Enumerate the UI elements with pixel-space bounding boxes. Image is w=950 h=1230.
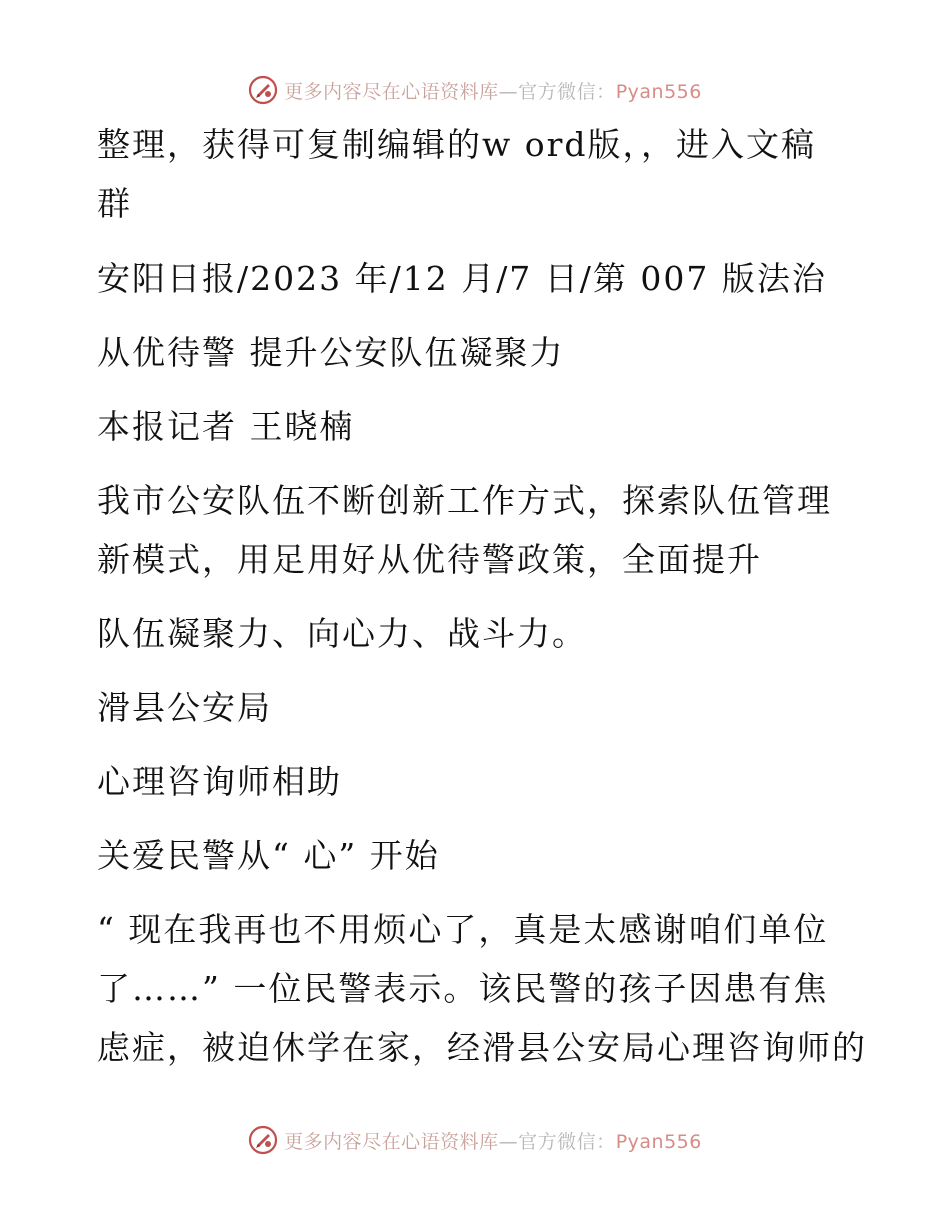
quill-seal-icon [248, 75, 278, 105]
doc-line: “ 现在我再也不用烦心了，真是太感谢咱们单位 [97, 910, 829, 949]
banner-wechat-id: Pyan556 [615, 1130, 702, 1153]
banner-text [284, 1127, 702, 1154]
doc-line: 心理咨询师相助 [97, 762, 342, 801]
banner-main-text: 更多内容尽在心语资料库 [284, 1130, 499, 1153]
doc-line: 新模式，用足用好从优待警政策，全面提升 [97, 540, 762, 579]
footer-banner [0, 1120, 950, 1160]
banner-main-text: 更多内容尽在心语资料库 [284, 80, 499, 103]
doc-line: 关爱民警从“ 心” 开始 [97, 836, 440, 875]
doc-line: 虑症，被迫休学在家，经滑县公安局心理咨询师的 [97, 1028, 867, 1067]
doc-line: 安阳日报/2023 年/12 月/7 日/第 007 版法治 [97, 259, 827, 298]
doc-line: 了……” 一位民警表示。该民警的孩子因患有焦 [97, 969, 829, 1008]
banner-wechat-label: 官方微信： [518, 1130, 616, 1153]
quill-seal-icon [248, 1125, 278, 1155]
header-banner [0, 70, 950, 110]
banner-separator: — [498, 80, 519, 103]
banner-separator: — [498, 1130, 519, 1153]
doc-line: 群 [97, 184, 132, 223]
banner-wechat-label: 官方微信： [518, 80, 616, 103]
doc-line: 整理，获得可复制编辑的w ord版，，进入文稿 [97, 125, 817, 164]
banner-text [284, 77, 702, 104]
doc-line: 从优待警 提升公安队伍凝聚力 [97, 333, 565, 372]
banner-wechat-id: Pyan556 [615, 80, 702, 103]
doc-line: 我市公安队伍不断创新工作方式，探索队伍管理 [97, 481, 832, 520]
doc-line: 滑县公安局 [97, 688, 272, 727]
doc-line: 本报记者 王晓楠 [97, 407, 355, 446]
doc-line: 队伍凝聚力、向心力、战斗力。 [97, 614, 587, 653]
